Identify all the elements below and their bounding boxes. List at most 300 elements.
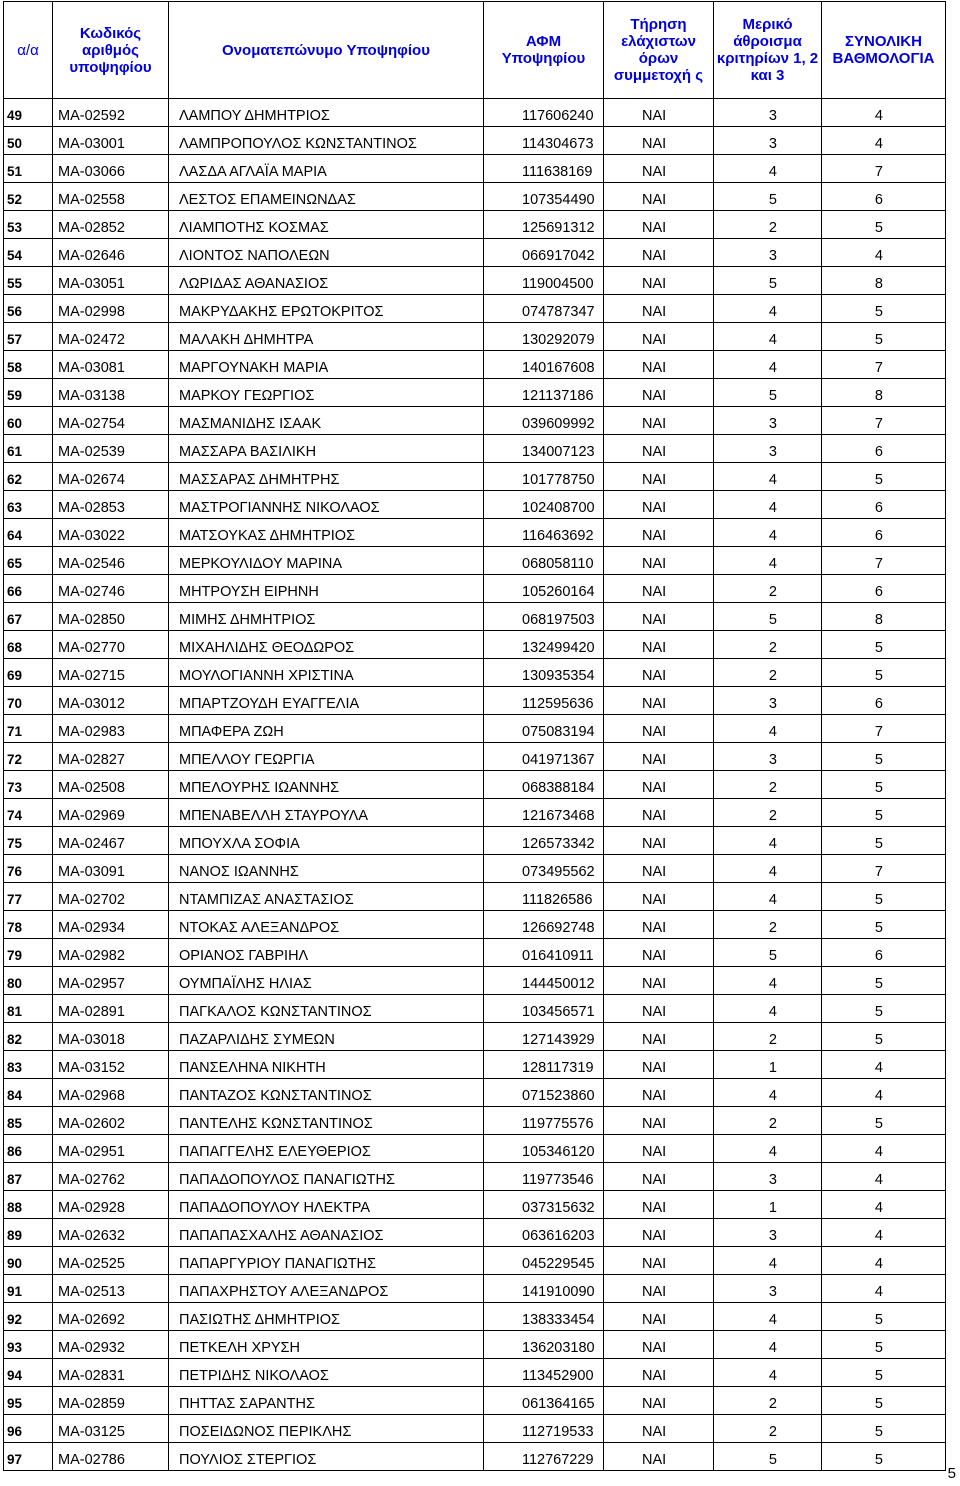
candidate-afm: 144450012: [484, 967, 604, 995]
candidate-code: ΜΑ-02558: [53, 183, 169, 211]
partial-score: 3: [714, 239, 822, 267]
candidate-code: ΜΑ-02754: [53, 407, 169, 435]
header-code: Κωδικός αριθμός υποψηφίου: [53, 2, 169, 99]
row-number: 76: [4, 855, 53, 883]
terms-met: ΝΑΙ: [604, 939, 714, 967]
candidate-name: ΜΙΧΑΗΛΙΔΗΣ ΘΕΟΔΩΡΟΣ: [169, 631, 484, 659]
partial-score: 3: [714, 435, 822, 463]
table-row: [4, 1219, 946, 1247]
candidate-code: ΜΑ-02969: [53, 799, 169, 827]
total-score: 5: [822, 659, 946, 687]
terms-met: ΝΑΙ: [604, 827, 714, 855]
table-row: [4, 323, 946, 351]
total-score: 5: [822, 995, 946, 1023]
row-number: 82: [4, 1023, 53, 1051]
candidate-code: ΜΑ-03125: [53, 1415, 169, 1443]
candidate-name: ΠΕΤΡΙΔΗΣ ΝΙΚΟΛΑΟΣ: [169, 1359, 484, 1387]
candidate-code: ΜΑ-02853: [53, 491, 169, 519]
row-number: 72: [4, 743, 53, 771]
table-row: [4, 463, 946, 491]
candidate-name: ΜΑΛΑΚΗ ΔΗΜΗΤΡΑ: [169, 323, 484, 351]
candidate-name: ΠΑΖΑΡΛΙΔΗΣ ΣΥΜΕΩΝ: [169, 1023, 484, 1051]
terms-met: ΝΑΙ: [604, 1415, 714, 1443]
total-score: 5: [822, 1359, 946, 1387]
terms-met: ΝΑΙ: [604, 1219, 714, 1247]
candidate-code: ΜΑ-02982: [53, 939, 169, 967]
row-number: 88: [4, 1191, 53, 1219]
terms-met: ΝΑΙ: [604, 631, 714, 659]
table-row: [4, 183, 946, 211]
total-score: 4: [822, 1163, 946, 1191]
partial-score: 5: [714, 939, 822, 967]
candidate-afm: 127143929: [484, 1023, 604, 1051]
partial-score: 5: [714, 183, 822, 211]
row-number: 57: [4, 323, 53, 351]
row-number: 96: [4, 1415, 53, 1443]
row-number: 59: [4, 379, 53, 407]
total-score: 5: [822, 211, 946, 239]
candidate-afm: 016410911: [484, 939, 604, 967]
partial-score: 2: [714, 211, 822, 239]
row-number: 90: [4, 1247, 53, 1275]
table-row: [4, 743, 946, 771]
row-number: 84: [4, 1079, 53, 1107]
candidate-afm: 119775576: [484, 1107, 604, 1135]
candidate-code: ΜΑ-02546: [53, 547, 169, 575]
candidate-code: ΜΑ-02786: [53, 1443, 169, 1471]
partial-score: 4: [714, 827, 822, 855]
row-number: 77: [4, 883, 53, 911]
row-number: 92: [4, 1303, 53, 1331]
terms-met: ΝΑΙ: [604, 1331, 714, 1359]
candidate-afm: 132499420: [484, 631, 604, 659]
terms-met: ΝΑΙ: [604, 239, 714, 267]
candidate-code: ΜΑ-02539: [53, 435, 169, 463]
table-row: [4, 127, 946, 155]
row-number: 89: [4, 1219, 53, 1247]
partial-score: 5: [714, 603, 822, 631]
terms-met: ΝΑΙ: [604, 1387, 714, 1415]
terms-met: ΝΑΙ: [604, 323, 714, 351]
total-score: 7: [822, 351, 946, 379]
candidate-code: ΜΑ-02632: [53, 1219, 169, 1247]
total-score: 6: [822, 575, 946, 603]
terms-met: ΝΑΙ: [604, 1163, 714, 1191]
row-number: 67: [4, 603, 53, 631]
candidate-afm: 112595636: [484, 687, 604, 715]
candidate-name: ΠΟΥΛΙΟΣ ΣΤΕΡΓΙΟΣ: [169, 1443, 484, 1471]
candidate-afm: 134007123: [484, 435, 604, 463]
table-row: [4, 911, 946, 939]
table-row: [4, 491, 946, 519]
candidate-code: ΜΑ-03012: [53, 687, 169, 715]
table-row: [4, 1051, 946, 1079]
row-number: 81: [4, 995, 53, 1023]
partial-score: 2: [714, 1107, 822, 1135]
candidate-code: ΜΑ-02508: [53, 771, 169, 799]
candidate-afm: 111826586: [484, 883, 604, 911]
row-number: 61: [4, 435, 53, 463]
partial-score: 5: [714, 379, 822, 407]
header-total: ΣΥΝΟΛΙΚΗ ΒΑΘΜΟΛΟΓΙΑ: [822, 2, 946, 99]
candidate-name: ΛΩΡΙΔΑΣ ΑΘΑΝΑΣΙΟΣ: [169, 267, 484, 295]
total-score: 8: [822, 603, 946, 631]
terms-met: ΝΑΙ: [604, 267, 714, 295]
table-row: [4, 407, 946, 435]
row-number: 95: [4, 1387, 53, 1415]
total-score: 5: [822, 323, 946, 351]
candidate-name: ΜΠΟΥΧΛΑ ΣΟΦΙΑ: [169, 827, 484, 855]
row-number: 83: [4, 1051, 53, 1079]
candidate-name: ΛΕΣΤΟΣ ΕΠΑΜΕΙΝΩΝΔΑΣ: [169, 183, 484, 211]
total-score: 6: [822, 519, 946, 547]
table-row: [4, 435, 946, 463]
total-score: 6: [822, 491, 946, 519]
terms-met: ΝΑΙ: [604, 407, 714, 435]
candidate-name: ΜΠΕΝΑΒΕΛΛΗ ΣΤΑΥΡΟΥΛΑ: [169, 799, 484, 827]
table-row: [4, 155, 946, 183]
partial-score: 3: [714, 1219, 822, 1247]
candidate-code: ΜΑ-02932: [53, 1331, 169, 1359]
row-number: 49: [4, 99, 53, 127]
table-row: [4, 1191, 946, 1219]
partial-score: 4: [714, 1359, 822, 1387]
terms-met: ΝΑΙ: [604, 183, 714, 211]
candidate-name: ΟΡΙΑΝΟΣ ΓΑΒΡΙΗΛ: [169, 939, 484, 967]
total-score: 6: [822, 435, 946, 463]
candidate-code: ΜΑ-02827: [53, 743, 169, 771]
row-number: 64: [4, 519, 53, 547]
candidate-code: ΜΑ-02831: [53, 1359, 169, 1387]
candidate-code: ΜΑ-02762: [53, 1163, 169, 1191]
candidate-code: ΜΑ-02891: [53, 995, 169, 1023]
candidate-name: ΝΤΑΜΠΙΖΑΣ ΑΝΑΣΤΑΣΙΟΣ: [169, 883, 484, 911]
candidate-afm: 068058110: [484, 547, 604, 575]
candidate-afm: 136203180: [484, 1331, 604, 1359]
total-score: 4: [822, 1191, 946, 1219]
header-name: Ονοματεπώνυμο Υποψηφίου: [169, 2, 484, 99]
candidate-afm: 119773546: [484, 1163, 604, 1191]
candidate-afm: 045229545: [484, 1247, 604, 1275]
table-row: [4, 239, 946, 267]
partial-score: 4: [714, 1331, 822, 1359]
row-number: 65: [4, 547, 53, 575]
table-row: [4, 379, 946, 407]
candidate-afm: 138333454: [484, 1303, 604, 1331]
terms-met: ΝΑΙ: [604, 519, 714, 547]
row-number: 97: [4, 1443, 53, 1471]
table-row: [4, 799, 946, 827]
terms-met: ΝΑΙ: [604, 743, 714, 771]
table-row: [4, 771, 946, 799]
terms-met: ΝΑΙ: [604, 1023, 714, 1051]
candidate-afm: 119004500: [484, 267, 604, 295]
candidate-name: ΜΑΣΤΡΟΓΙΑΝΝΗΣ ΝΙΚΟΛΑΟΣ: [169, 491, 484, 519]
terms-met: ΝΑΙ: [604, 1079, 714, 1107]
total-score: 5: [822, 771, 946, 799]
candidate-code: ΜΑ-02702: [53, 883, 169, 911]
row-number: 71: [4, 715, 53, 743]
candidate-code: ΜΑ-02934: [53, 911, 169, 939]
candidate-code: ΜΑ-03051: [53, 267, 169, 295]
header-partial: Μερικό άθροισμα κριτηρίων 1, 2 και 3: [714, 2, 822, 99]
terms-met: ΝΑΙ: [604, 771, 714, 799]
total-score: 4: [822, 1051, 946, 1079]
candidate-code: ΜΑ-02525: [53, 1247, 169, 1275]
candidate-afm: 063616203: [484, 1219, 604, 1247]
partial-score: 2: [714, 1415, 822, 1443]
total-score: 5: [822, 883, 946, 911]
partial-score: 2: [714, 575, 822, 603]
candidate-code: ΜΑ-03152: [53, 1051, 169, 1079]
total-score: 5: [822, 1303, 946, 1331]
candidate-name: ΛΑΣΔΑ ΑΓΛΑΪΑ ΜΑΡΙΑ: [169, 155, 484, 183]
total-score: 7: [822, 407, 946, 435]
partial-score: 4: [714, 883, 822, 911]
candidate-afm: 103456571: [484, 995, 604, 1023]
candidate-code: ΜΑ-02746: [53, 575, 169, 603]
candidate-name: ΛΙΟΝΤΟΣ ΝΑΠΟΛΕΩΝ: [169, 239, 484, 267]
total-score: 7: [822, 155, 946, 183]
terms-met: ΝΑΙ: [604, 995, 714, 1023]
header-aa: α/α: [4, 2, 53, 99]
candidate-afm: 068197503: [484, 603, 604, 631]
candidate-name: ΠΑΝΣΕΛΗΝΑ ΝΙΚΗΤΗ: [169, 1051, 484, 1079]
candidate-code: ΜΑ-02770: [53, 631, 169, 659]
partial-score: 3: [714, 127, 822, 155]
total-score: 5: [822, 1331, 946, 1359]
candidate-code: ΜΑ-02467: [53, 827, 169, 855]
total-score: 4: [822, 1275, 946, 1303]
candidate-afm: 126573342: [484, 827, 604, 855]
row-number: 51: [4, 155, 53, 183]
row-number: 60: [4, 407, 53, 435]
partial-score: 4: [714, 967, 822, 995]
candidate-name: ΛΑΜΠΟΥ ΔΗΜΗΤΡΙΟΣ: [169, 99, 484, 127]
candidate-code: ΜΑ-03138: [53, 379, 169, 407]
candidate-code: ΜΑ-02859: [53, 1387, 169, 1415]
partial-score: 4: [714, 1247, 822, 1275]
terms-met: ΝΑΙ: [604, 687, 714, 715]
candidate-name: ΜΠΕΛΟΥΡΗΣ ΙΩΑΝΝΗΣ: [169, 771, 484, 799]
total-score: 4: [822, 1135, 946, 1163]
candidate-name: ΜΑΤΣΟΥΚΑΣ ΔΗΜΗΤΡΙΟΣ: [169, 519, 484, 547]
candidate-code: ΜΑ-02928: [53, 1191, 169, 1219]
table-row: [4, 687, 946, 715]
candidate-afm: 066917042: [484, 239, 604, 267]
total-score: 4: [822, 99, 946, 127]
partial-score: 3: [714, 743, 822, 771]
total-score: 4: [822, 1247, 946, 1275]
total-score: 5: [822, 967, 946, 995]
total-score: 6: [822, 939, 946, 967]
candidate-name: ΠΑΠΑΔΟΠΟΥΛΟΥ ΗΛΕΚΤΡΑ: [169, 1191, 484, 1219]
partial-score: 2: [714, 799, 822, 827]
candidate-name: ΝΤΟΚΑΣ ΑΛΕΞΑΝΔΡΟΣ: [169, 911, 484, 939]
row-number: 80: [4, 967, 53, 995]
total-score: 5: [822, 631, 946, 659]
row-number: 62: [4, 463, 53, 491]
terms-met: ΝΑΙ: [604, 127, 714, 155]
partial-score: 3: [714, 1163, 822, 1191]
row-number: 74: [4, 799, 53, 827]
partial-score: 4: [714, 1135, 822, 1163]
row-number: 54: [4, 239, 53, 267]
partial-score: 3: [714, 407, 822, 435]
terms-met: ΝΑΙ: [604, 967, 714, 995]
candidate-name: ΠΗΤΤΑΣ ΣΑΡΑΝΤΗΣ: [169, 1387, 484, 1415]
partial-score: 4: [714, 295, 822, 323]
terms-met: ΝΑΙ: [604, 575, 714, 603]
terms-met: ΝΑΙ: [604, 1359, 714, 1387]
partial-score: 4: [714, 463, 822, 491]
candidate-afm: 039609992: [484, 407, 604, 435]
candidate-name: ΠΑΠΑΠΑΣΧΑΛΗΣ ΑΘΑΝΑΣΙΟΣ: [169, 1219, 484, 1247]
candidate-afm: 037315632: [484, 1191, 604, 1219]
partial-score: 2: [714, 911, 822, 939]
row-number: 78: [4, 911, 53, 939]
terms-met: ΝΑΙ: [604, 379, 714, 407]
candidate-name: ΜΑΣΜΑΝΙΔΗΣ ΙΣΑΑΚ: [169, 407, 484, 435]
terms-met: ΝΑΙ: [604, 491, 714, 519]
candidate-afm: 075083194: [484, 715, 604, 743]
total-score: 4: [822, 239, 946, 267]
partial-score: 2: [714, 771, 822, 799]
candidate-name: ΜΙΜΗΣ ΔΗΜΗΤΡΙΟΣ: [169, 603, 484, 631]
partial-score: 2: [714, 631, 822, 659]
partial-score: 4: [714, 1303, 822, 1331]
candidate-afm: 107354490: [484, 183, 604, 211]
table-row: [4, 1079, 946, 1107]
row-number: 63: [4, 491, 53, 519]
total-score: 5: [822, 799, 946, 827]
row-number: 55: [4, 267, 53, 295]
candidate-name: ΜΑΣΣΑΡΑ ΒΑΣΙΛΙΚΗ: [169, 435, 484, 463]
total-score: 5: [822, 463, 946, 491]
candidate-code: ΜΑ-02472: [53, 323, 169, 351]
total-score: 8: [822, 267, 946, 295]
total-score: 5: [822, 1415, 946, 1443]
terms-met: ΝΑΙ: [604, 715, 714, 743]
row-number: 86: [4, 1135, 53, 1163]
row-number: 85: [4, 1107, 53, 1135]
candidate-name: ΠΑΣΙΩΤΗΣ ΔΗΜΗΤΡΙΟΣ: [169, 1303, 484, 1331]
row-number: 79: [4, 939, 53, 967]
terms-met: ΝΑΙ: [604, 155, 714, 183]
candidate-name: ΝΑΝΟΣ ΙΩΑΝΝΗΣ: [169, 855, 484, 883]
total-score: 5: [822, 1387, 946, 1415]
candidate-name: ΠΑΠΑΓΓΕΛΗΣ ΕΛΕΥΘΕΡΙΟΣ: [169, 1135, 484, 1163]
candidate-name: ΜΑΚΡΥΔΑΚΗΣ ΕΡΩΤΟΚΡΙΤΟΣ: [169, 295, 484, 323]
row-number: 53: [4, 211, 53, 239]
row-number: 58: [4, 351, 53, 379]
candidates-table: [3, 1, 946, 1471]
table-row: [4, 855, 946, 883]
candidate-afm: 071523860: [484, 1079, 604, 1107]
candidate-code: ΜΑ-03018: [53, 1023, 169, 1051]
candidate-code: ΜΑ-02513: [53, 1275, 169, 1303]
row-number: 87: [4, 1163, 53, 1191]
candidate-name: ΜΠΕΛΛΟΥ ΓΕΩΡΓΙΑ: [169, 743, 484, 771]
candidate-name: ΠΑΓΚΑΛΟΣ ΚΩΝΣΤΑΝΤΙΝΟΣ: [169, 995, 484, 1023]
row-number: 50: [4, 127, 53, 155]
table-row: [4, 351, 946, 379]
terms-met: ΝΑΙ: [604, 603, 714, 631]
terms-met: ΝΑΙ: [604, 211, 714, 239]
candidate-code: ΜΑ-02968: [53, 1079, 169, 1107]
terms-met: ΝΑΙ: [604, 1191, 714, 1219]
candidate-afm: 121673468: [484, 799, 604, 827]
partial-score: 3: [714, 687, 822, 715]
candidate-code: ΜΑ-03091: [53, 855, 169, 883]
table-row: [4, 1135, 946, 1163]
table-row: [4, 1275, 946, 1303]
partial-score: 4: [714, 351, 822, 379]
partial-score: 1: [714, 1051, 822, 1079]
row-number: 91: [4, 1275, 53, 1303]
table-row: [4, 1415, 946, 1443]
partial-score: 4: [714, 491, 822, 519]
row-number: 56: [4, 295, 53, 323]
candidate-name: ΜΟΥΛΟΓΙΑΝΝΗ ΧΡΙΣΤΙΝΑ: [169, 659, 484, 687]
candidate-afm: 116463692: [484, 519, 604, 547]
candidate-name: ΠΑΝΤΕΛΗΣ ΚΩΝΣΤΑΝΤΙΝΟΣ: [169, 1107, 484, 1135]
candidate-code: ΜΑ-02852: [53, 211, 169, 239]
partial-score: 4: [714, 155, 822, 183]
table-row: [4, 519, 946, 547]
row-number: 52: [4, 183, 53, 211]
candidate-afm: 121137186: [484, 379, 604, 407]
candidate-code: ΜΑ-03066: [53, 155, 169, 183]
candidate-afm: 130292079: [484, 323, 604, 351]
partial-score: 3: [714, 99, 822, 127]
candidate-code: ΜΑ-02850: [53, 603, 169, 631]
total-score: 5: [822, 827, 946, 855]
candidate-afm: 105260164: [484, 575, 604, 603]
terms-met: ΝΑΙ: [604, 1443, 714, 1471]
candidate-code: ΜΑ-03081: [53, 351, 169, 379]
candidate-afm: 061364165: [484, 1387, 604, 1415]
candidate-code: ΜΑ-03001: [53, 127, 169, 155]
row-number: 69: [4, 659, 53, 687]
partial-score: 2: [714, 1387, 822, 1415]
candidate-afm: 130935354: [484, 659, 604, 687]
candidate-name: ΠΑΠΑΡΓΥΡΙΟΥ ΠΑΝΑΓΙΩΤΗΣ: [169, 1247, 484, 1275]
candidate-code: ΜΑ-02951: [53, 1135, 169, 1163]
total-score: 5: [822, 911, 946, 939]
candidate-afm: 141910090: [484, 1275, 604, 1303]
table-row: [4, 967, 946, 995]
candidate-afm: 114304673: [484, 127, 604, 155]
partial-score: 2: [714, 1023, 822, 1051]
terms-met: ΝΑΙ: [604, 1303, 714, 1331]
candidate-name: ΜΕΡΚΟΥΛΙΔΟΥ ΜΑΡΙΝΑ: [169, 547, 484, 575]
candidate-afm: 125691312: [484, 211, 604, 239]
table-row: [4, 1163, 946, 1191]
candidate-name: ΜΑΡΓΟΥΝΑΚΗ ΜΑΡΙΑ: [169, 351, 484, 379]
terms-met: ΝΑΙ: [604, 547, 714, 575]
table-row: [4, 295, 946, 323]
candidate-name: ΜΠΑΦΕΡΑ ΖΩΗ: [169, 715, 484, 743]
table-row: [4, 267, 946, 295]
terms-met: ΝΑΙ: [604, 1051, 714, 1079]
total-score: 5: [822, 1023, 946, 1051]
table-row: [4, 1443, 946, 1471]
terms-met: ΝΑΙ: [604, 883, 714, 911]
terms-met: ΝΑΙ: [604, 463, 714, 491]
total-score: 7: [822, 715, 946, 743]
terms-met: ΝΑΙ: [604, 99, 714, 127]
